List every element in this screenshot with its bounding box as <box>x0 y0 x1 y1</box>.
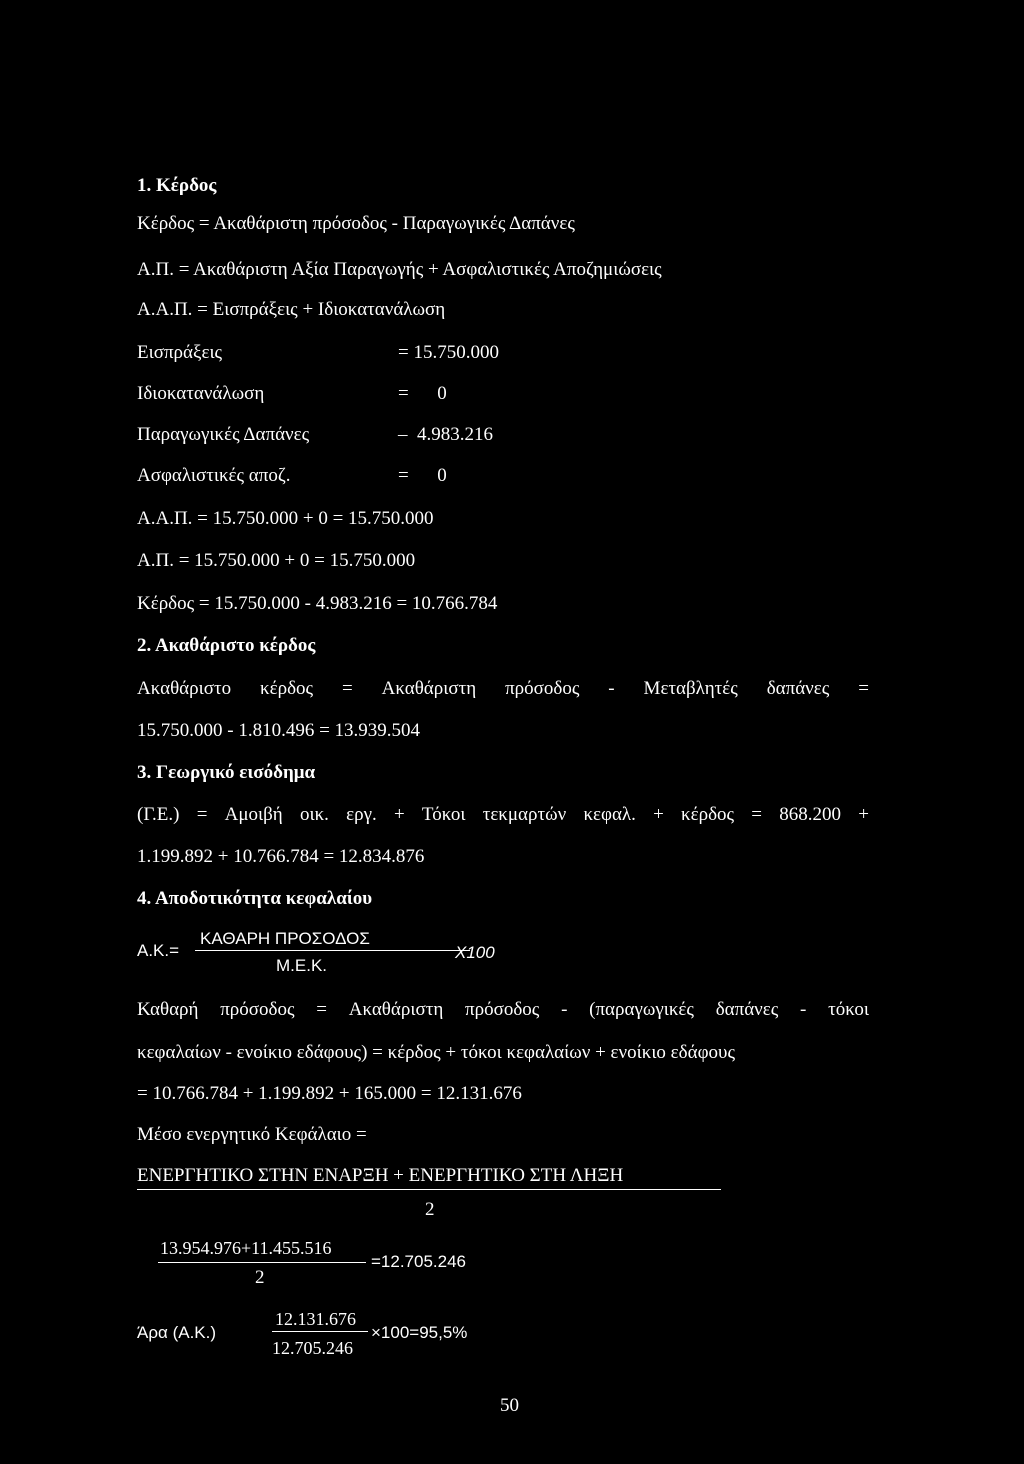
farm-income-calc: 1.199.892 + 10.766.784 = 12.834.876 <box>137 846 425 867</box>
avg-capital-fraction-bar <box>137 1189 721 1190</box>
gross-gross-production-calc: Α.Α.Π. = 15.750.000 + 0 = 15.750.000 <box>137 508 434 529</box>
heading-profit: 1. Κέρδος <box>137 175 217 196</box>
gross-production-definition: Α.Π. = Ακαθάριστη Αξία Παραγωγής + Ασφαλιστικές Αποζημιώσεις <box>137 259 662 280</box>
word: Ακαθάριστη <box>348 999 444 1020</box>
word: = <box>751 804 762 825</box>
word: κέρδος <box>260 678 314 699</box>
formula-fraction-bar <box>195 950 470 951</box>
gross-profit-calc: 15.750.000 - 1.810.496 = 13.939.504 <box>137 720 421 741</box>
gross-profit-definition <box>137 679 869 698</box>
word: κεφαλ. <box>583 804 636 825</box>
word: δαπάνες <box>766 678 830 699</box>
word: + <box>393 804 405 825</box>
avg-capital-calc-denominator: 2 <box>255 1267 265 1288</box>
farm-income-definition <box>137 805 869 824</box>
row-production-costs-value: – 4.983.216 <box>398 424 493 445</box>
word: Ακαθάριστο <box>137 678 232 699</box>
word: πρόσοδος <box>505 678 580 699</box>
gross-production-calc: Α.Π. = 15.750.000 + 0 = 15.750.000 <box>137 550 416 571</box>
result-value: ×100=95,5% <box>371 1323 468 1342</box>
word: = <box>316 999 327 1020</box>
formula-multiplier: X100 <box>455 943 495 962</box>
word: Αμοιβή <box>224 804 283 825</box>
row-insurance-label: Ασφαλιστικές αποζ. <box>137 465 291 486</box>
row-receipts-label: Εισπράξεις <box>137 342 223 363</box>
profit-definition: Κέρδος = Ακαθάριστη πρόσοδος - Παραγωγικές Δαπάνες <box>137 213 575 234</box>
word: = <box>341 678 353 699</box>
avg-capital-numerator: ΕΝΕΡΓΗΤΙΚΟ ΣΤΗΝ ΕΝΑΡΞΗ + ΕΝΕΡΓΗΤΙΚΟ ΣΤΗ ΛΗΞΗ <box>137 1165 624 1186</box>
row-production-costs-label: Παραγωγικές Δαπάνες <box>137 424 310 445</box>
formula-lhs: Α.Κ.= <box>137 941 180 960</box>
word: δαπάνες <box>715 999 779 1020</box>
word: τεκμαρτών <box>482 804 567 825</box>
result-lhs: Άρα (Α.Κ.) <box>137 1323 217 1342</box>
heading-farm-income: 3. Γεωργικό εισόδημα <box>137 762 316 783</box>
result-fraction-bar <box>272 1331 368 1332</box>
word: (Γ.Ε.) <box>137 804 180 825</box>
avg-capital-label: Μέσο ενεργητικό Κεφάλαιο = <box>137 1124 367 1145</box>
avg-capital-calc-result: =12.705.246 <box>371 1252 467 1271</box>
word: Καθαρή <box>137 999 199 1020</box>
word: + <box>858 804 869 825</box>
word: τόκοι <box>828 999 869 1020</box>
word: (παραγωγικές <box>589 999 694 1020</box>
word: - <box>800 999 807 1020</box>
word: - <box>561 999 568 1020</box>
heading-gross-profit: 2. Ακαθάριστο κέρδος <box>137 635 316 656</box>
formula-numerator: ΚΑΘΑΡΗ ΠΡΟΣΟΔΟΣ <box>200 929 370 948</box>
page-number: 50 <box>500 1395 519 1416</box>
word: 868.200 <box>779 804 841 825</box>
net-income-calc: = 10.766.784 + 1.199.892 + 165.000 = 12.131.676 <box>137 1083 522 1104</box>
word: = <box>196 804 208 825</box>
word: Τόκοι <box>421 804 466 825</box>
gross-gross-production-definition: Α.Α.Π. = Εισπράξεις + Ιδιοκατανάλωση <box>137 299 446 320</box>
word: Μεταβλητές <box>643 678 738 699</box>
avg-capital-calc-bar <box>158 1262 366 1263</box>
word: πρόσοδος <box>465 999 540 1020</box>
row-self-consumption-label: Ιδιοκατανάλωση <box>137 383 265 404</box>
result-numerator: 12.131.676 <box>275 1309 356 1329</box>
net-income-definition-cont: κεφαλαίων - ενοίκιο εδάφους) = κέρδος + τόκοι κεφαλαίων + ενοίκιο εδάφους <box>137 1042 735 1063</box>
word: Ακαθάριστη <box>381 678 477 699</box>
result-denominator: 12.705.246 <box>272 1338 353 1358</box>
profit-calc: Κέρδος = 15.750.000 - 4.983.216 = 10.766.784 <box>137 593 498 614</box>
word: πρόσοδος <box>220 999 295 1020</box>
net-income-definition <box>137 1000 869 1019</box>
word: εργ. <box>346 804 377 825</box>
word: - <box>608 678 615 699</box>
heading-capital-return: 4. Αποδοτικότητα κεφαλαίου <box>137 888 373 909</box>
row-insurance-value: = 0 <box>398 465 447 486</box>
row-self-consumption-value: = 0 <box>398 383 447 404</box>
avg-capital-denominator: 2 <box>425 1199 435 1220</box>
word: + <box>653 804 664 825</box>
formula-denominator: Μ.Ε.Κ. <box>276 956 328 975</box>
word: κέρδος <box>681 804 735 825</box>
word: οικ. <box>299 804 329 825</box>
avg-capital-calc-numerator: 13.954.976+11.455.516 <box>160 1238 332 1258</box>
row-receipts-value: = 15.750.000 <box>398 342 499 363</box>
word: = <box>858 678 869 699</box>
